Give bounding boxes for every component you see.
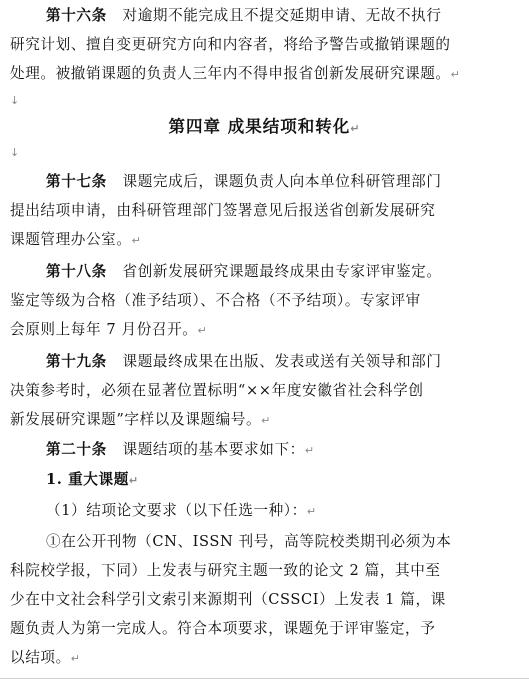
paragraph-mark: ↵: [197, 324, 208, 337]
paragraph-mark: ↵: [131, 234, 142, 247]
item-1a-line-1: ①在公开刊物（CN、ISSN 刊号，高等院校类期刊必须为本: [46, 533, 452, 550]
article-16-text-1: 对逾期不能完成且不提交延期申请、无故不执行: [122, 7, 442, 24]
article-16-text-3: 处理。被撤销课题的负责人三年内不得申报省创新发展研究课题。: [10, 65, 451, 82]
item-1a-line-2: 科院校学报，下同）上发表与研究主题一致的论文 2 篇，其中至: [10, 562, 441, 579]
paragraph-mark: ↵: [70, 652, 81, 665]
article-19-line-2: 决策参考时，必须在显著位置标明“××年度安徽省社会科学创: [10, 382, 424, 399]
chapter-title: 第四章 成果结项和转化: [168, 117, 351, 136]
article-18-line-2: 鉴定等级为合格（准予结项）、不合格（不予结项）。专家评审: [10, 292, 421, 309]
article-20-line-1: [46, 440, 315, 461]
article-19-line-3: [10, 410, 271, 431]
article-17-line-2: 提出结项申请，由科研管理部门签署意见后报送省创新发展研究: [10, 202, 436, 219]
paragraph-mark: ↵: [128, 474, 139, 487]
article-19-text-3: 新发展研究课题”字样以及课题编号。: [10, 411, 262, 428]
paragraph-mark: ↓: [10, 146, 20, 159]
article-19-text-1: 课题最终成果在出版、发表或送有关领导和部门: [122, 353, 442, 370]
article-18-text-1: 省创新发展研究课题最终成果由专家评审鉴定。: [122, 263, 442, 280]
section-1-title: [46, 470, 139, 491]
item-1a-line-5: [10, 648, 81, 669]
item-1a-line-4: 题负责人为第一完成人。符合本项要求，课题免于评审鉴定，予: [10, 620, 436, 637]
article-17-line-3: [10, 230, 141, 251]
article-17-text-1: 课题完成后，课题负责人向本单位科研管理部门: [122, 173, 442, 190]
article-20-text-1: 课题结项的基本要求如下：: [122, 441, 305, 458]
article-18-line-1: [46, 262, 442, 282]
paragraph-mark: ↵: [261, 414, 271, 427]
item-1a-text-5: 以结项。: [10, 649, 71, 666]
article-18-line-3: [10, 320, 207, 341]
article-17-text-3: 课题管理办公室。: [10, 231, 132, 248]
article-16-line-3: [10, 64, 460, 85]
item-1-text: （1）结项论文要求（以下任选一种）：: [46, 502, 307, 519]
paragraph-mark: ↵: [350, 122, 361, 135]
paragraph-mark: ↵: [306, 505, 317, 518]
chapter-heading: [0, 116, 529, 140]
empty-line: [10, 90, 20, 111]
article-17-line-1: [46, 172, 442, 192]
paragraph-mark: ↵: [304, 444, 315, 457]
article-16-line-1: [46, 6, 442, 26]
article-20-label: 第二十条: [46, 441, 107, 458]
item-1a-line-3: 少在中文社会科学引文索引来源期刊（CSSCI）上发表 1 篇，课: [10, 591, 446, 608]
article-16-line-2: 研究计划、擅自变更研究方向和内容者，将给予警告或撤销课题的: [10, 36, 451, 53]
article-17-label: 第十七条: [46, 173, 107, 190]
article-16-label: 第十六条: [46, 7, 107, 24]
article-19-label: 第十九条: [46, 353, 107, 370]
section-1-title-text: 1. 重大课题: [46, 471, 129, 488]
empty-line: [10, 142, 20, 163]
article-18-text-3: 会原则上每年 7 月份召开。: [10, 321, 198, 338]
paragraph-mark: ↵: [450, 68, 461, 81]
article-18-label: 第十八条: [46, 263, 107, 280]
item-1-line: [46, 501, 317, 522]
article-19-line-1: [46, 352, 442, 372]
paragraph-mark: ↓: [10, 94, 20, 107]
